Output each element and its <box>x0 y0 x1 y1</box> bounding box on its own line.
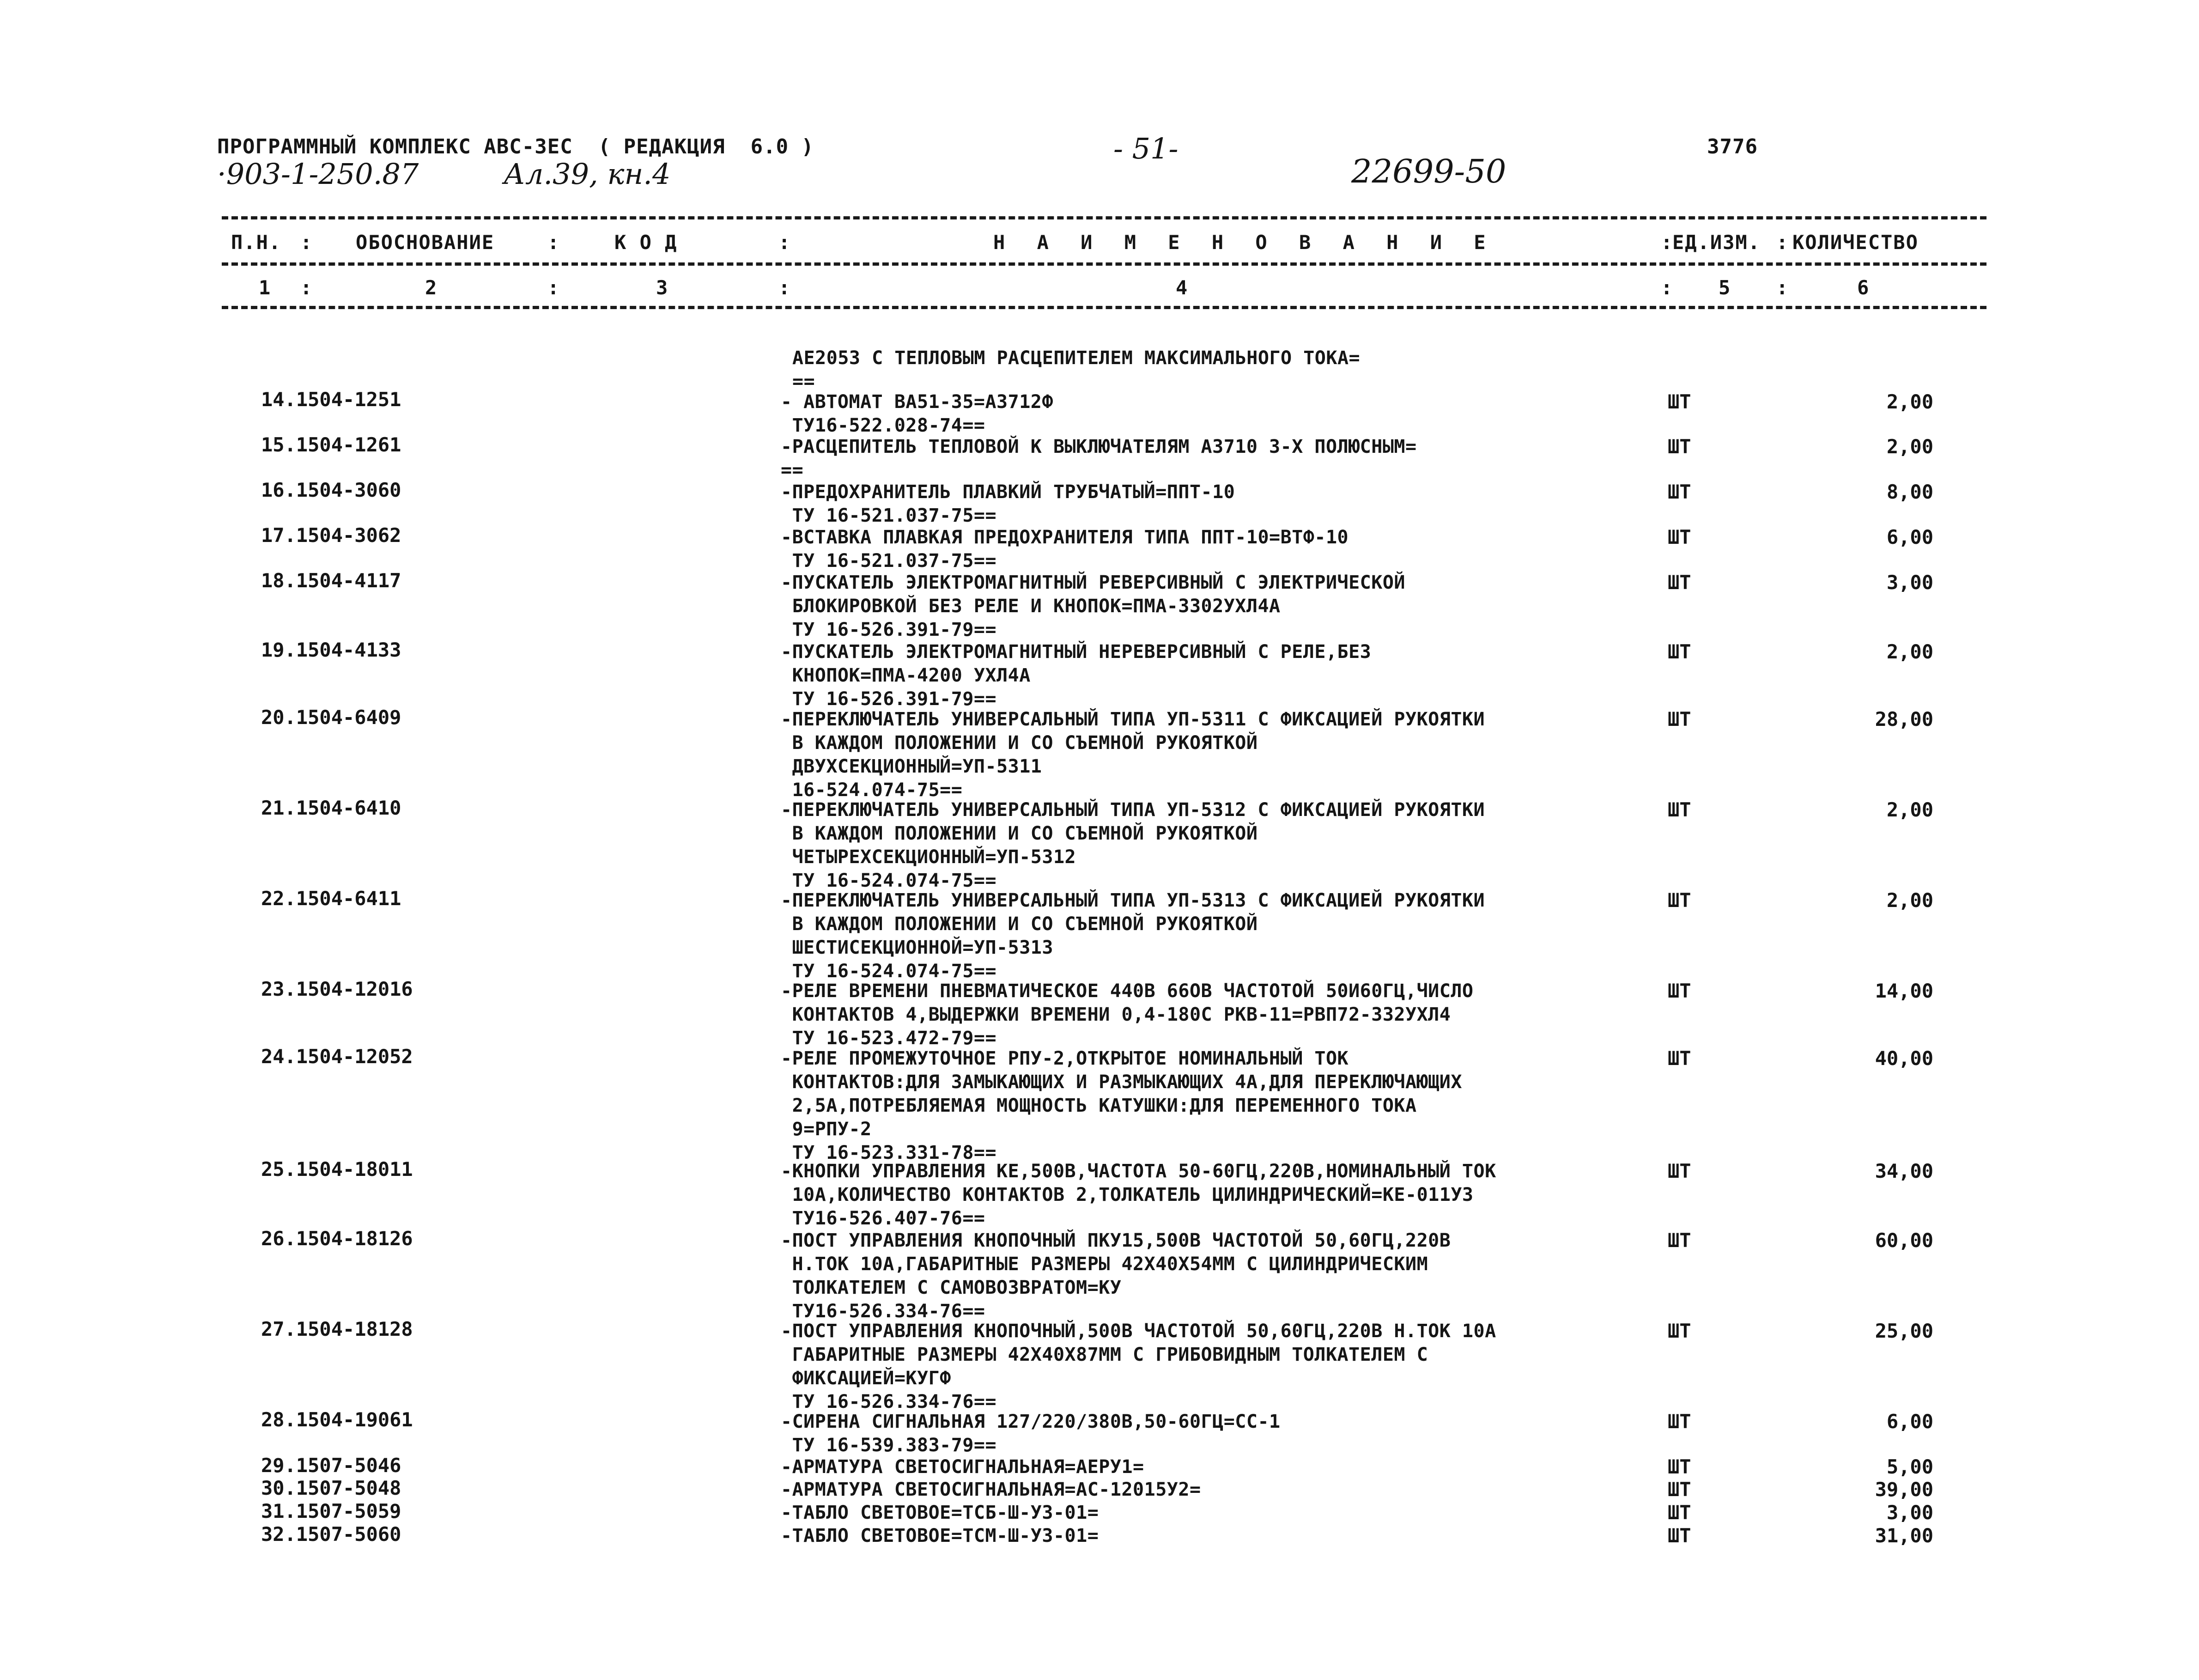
row-unit: ШТ <box>1668 481 1691 503</box>
row-quantity: 2,00 <box>1886 435 1933 458</box>
row-description: -РЕЛЕ ПРОМЕЖУТОЧНОЕ РПУ-2,ОТКРЫТОЕ НОМИНАЛЬНЫЙ ТОК КОНТАКТОВ:ДЛЯ ЗАМЫКАЮЩИХ И РАЗМЫКАЮЩИХ 4А,ДЛЯ ПЕРЕКЛЮЧАЮЩИХ 2,5А,ПОТРЕБЛЯЕМАЯ МОЩНОСТЬ КАТУШКИ:ДЛЯ ПЕРЕМЕННОГО ТОКА 9=РПУ-2 ТУ 16-523.331-78== <box>781 1048 1462 1163</box>
sheet-number: 3776 <box>1707 135 1758 158</box>
row-unit: ШТ <box>1668 1047 1691 1070</box>
row-description: -ПРЕДОХРАНИТЕЛЬ ПЛАВКИЙ ТРУБЧАТЫЙ=ППТ-10 ТУ 16-521.037-75== <box>781 481 1235 526</box>
row-description: -КНОПКИ УПРАВЛЕНИЯ КЕ,500В,ЧАСТОТА 50-60ГЦ,220В,НОМИНАЛЬНЫЙ ТОК 10А,КОЛИЧЕСТВО КОНТАКТОВ 2,ТОЛКАТЕЛЬ ЦИЛИНДРИЧЕСКИЙ=КЕ-011У3 ТУ16-526.407-76== <box>781 1161 1496 1229</box>
row-unit: ШТ <box>1668 1524 1691 1547</box>
row-quantity: 3,00 <box>1886 571 1933 594</box>
row-pn: 14.1504-1251 <box>261 388 401 411</box>
row-unit: ШТ <box>1668 1410 1691 1433</box>
row-pn: 15.1504-1261 <box>261 433 401 456</box>
col-header-code: К О Д <box>614 231 678 254</box>
col-sep: : <box>547 276 560 299</box>
row-quantity: 2,00 <box>1886 640 1933 663</box>
rule-top <box>222 216 1986 219</box>
col-number-6: 6 <box>1857 276 1870 299</box>
row-pn: 30.1507-5048 <box>261 1477 401 1499</box>
row-description: -ПУСКАТЕЛЬ ЭЛЕКТРОМАГНИТНЫЙ НЕРЕВЕРСИВНЫЙ С РЕЛЕ,БЕЗ КНОПОК=ПМА-4200 УХЛ4А ТУ 16-526.391-79== <box>781 641 1372 710</box>
row-pn: 28.1504-19061 <box>261 1408 413 1431</box>
row-quantity: 25,00 <box>1875 1320 1933 1342</box>
row-unit: ШТ <box>1668 1160 1691 1182</box>
row-quantity: 28,00 <box>1875 708 1933 730</box>
row-quantity: 2,00 <box>1886 390 1933 413</box>
row-description: -РЕЛЕ ВРЕМЕНИ ПНЕВМАТИЧЕСКОЕ 440В 66ОВ ЧАСТОТОЙ 50И60ГЦ,ЧИСЛО КОНТАКТОВ 4,ВЫДЕРЖКИ ВРЕМЕНИ 0,4-180С РКВ-11=РВП72-332УХЛ4 ТУ 16-523.472-79== <box>781 980 1474 1049</box>
row-quantity: 6,00 <box>1886 1410 1933 1433</box>
row-unit: ШТ <box>1668 1478 1691 1501</box>
row-pn: 20.1504-6409 <box>261 706 401 729</box>
row-description: -АРМАТУРА СВЕТОСИГНАЛЬНАЯ=АС-12015У2= <box>781 1479 1201 1500</box>
row-unit: ШТ <box>1668 1229 1691 1252</box>
col-number-1: 1 <box>259 276 272 299</box>
col-header-unit: ЕД.ИЗМ. <box>1672 231 1761 254</box>
col-sep: : <box>300 231 313 254</box>
col-header-pn: П.Н. <box>231 231 282 254</box>
row-quantity: 40,00 <box>1875 1047 1933 1070</box>
row-quantity: 60,00 <box>1875 1229 1933 1252</box>
row-description: -ВСТАВКА ПЛАВКАЯ ПРЕДОХРАНИТЕЛЯ ТИПА ППТ-10=ВТФ-10 ТУ 16-521.037-75== <box>781 527 1349 572</box>
row-description: -РАСЦЕПИТЕЛЬ ТЕПЛОВОЙ К ВЫКЛЮЧАТЕЛЯМ А3710 3-Х ПОЛЮСНЫМ= == <box>781 436 1417 481</box>
row-description: -ПЕРЕКЛЮЧАТЕЛЬ УНИВЕРСАЛЬНЫЙ ТИПА УП-5312 С ФИКСАЦИЕЙ РУКОЯТКИ В КАЖДОМ ПОЛОЖЕНИИ И СО СЪЕМНОЙ РУКОЯТКОЙ ЧЕТЫРЕХСЕКЦИОННЫЙ=УП-5312 ТУ 16-524.074-75== <box>781 799 1485 891</box>
col-header-basis: ОБОСНОВАНИЕ <box>356 231 495 254</box>
row-quantity: 34,00 <box>1875 1160 1933 1182</box>
row-unit: ШТ <box>1668 1501 1691 1524</box>
row-unit: ШТ <box>1668 390 1691 413</box>
row-description: -ТАБЛО СВЕТОВОЕ=ТСБ-Ш-У3-01= <box>781 1502 1099 1523</box>
row-quantity: 3,00 <box>1886 1501 1933 1524</box>
col-sep: : <box>1776 276 1789 299</box>
col-sep: : <box>778 276 791 299</box>
row-unit: ШТ <box>1668 1455 1691 1478</box>
row-pn: 24.1504-12052 <box>261 1045 413 1068</box>
row-unit: ШТ <box>1668 889 1691 912</box>
col-sep: : <box>778 231 791 254</box>
album-reference: Ал.39, кн.4 <box>504 157 671 191</box>
row-pn: 16.1504-3060 <box>261 479 401 501</box>
row-description: -ТАБЛО СВЕТОВОЕ=ТСМ-Ш-У3-01= <box>781 1525 1099 1546</box>
row-description: -ПОСТ УПРАВЛЕНИЯ КНОПОЧНЫЙ,500В ЧАСТОТОЙ 50,60ГЦ,220В Н.ТОК 10А ГАБАРИТНЫЕ РАЗМЕРЫ 42Х40Х87ММ С ГРИБОВИДНЫМ ТОЛКАТЕЛЕМ С ФИКСАЦИЕЙ=КУГФ ТУ 16-526.334-76== <box>781 1321 1496 1412</box>
row-unit: ШТ <box>1668 708 1691 730</box>
row-pn: 23.1504-12016 <box>261 978 413 1000</box>
row-quantity: 6,00 <box>1886 526 1933 548</box>
row-unit: ШТ <box>1668 571 1691 594</box>
row-pn: 18.1504-4117 <box>261 569 401 592</box>
row-unit: ШТ <box>1668 640 1691 663</box>
col-number-5: 5 <box>1719 276 1731 299</box>
row-quantity: 39,00 <box>1875 1478 1933 1501</box>
row-description: -СИРЕНА СИГНАЛЬНАЯ 127/220/380В,50-60ГЦ=СС-1 ТУ 16-539.383-79== <box>781 1411 1281 1456</box>
col-sep: : <box>1661 231 1674 254</box>
row-quantity: 8,00 <box>1886 481 1933 503</box>
row-pn: 22.1504-6411 <box>261 887 401 910</box>
col-sep: : <box>300 276 313 299</box>
row-unit: ШТ <box>1668 798 1691 821</box>
row-description: -ПУСКАТЕЛЬ ЭЛЕКТРОМАГНИТНЫЙ РЕВЕРСИВНЫЙ С ЭЛЕКТРИЧЕСКОЙ БЛОКИРОВКОЙ БЕЗ РЕЛЕ И КНОПОК=ПМА-3302УХЛ4А ТУ 16-526.391-79== <box>781 572 1406 640</box>
row-pn: 26.1504-18126 <box>261 1227 413 1250</box>
document-code: ·903-1-250.87 <box>217 157 419 191</box>
col-number-2: 2 <box>425 276 438 299</box>
row-description: -ПЕРЕКЛЮЧАТЕЛЬ УНИВЕРСАЛЬНЫЙ ТИПА УП-5311 С ФИКСАЦИЕЙ РУКОЯТКИ В КАЖДОМ ПОЛОЖЕНИИ И СО СЪЕМНОЙ РУКОЯТКОЙ ДВУХСЕКЦИОННЫЙ=УП-5311 16-524.074-75== <box>781 709 1485 801</box>
row-quantity: 2,00 <box>1886 889 1933 912</box>
handwritten-number: 22699-50 <box>1351 152 1506 190</box>
row-pn: 25.1504-18011 <box>261 1158 413 1181</box>
row-description: -АРМАТУРА СВЕТОСИГНАЛЬНАЯ=АЕРУ1= <box>781 1456 1144 1478</box>
row-unit: ШТ <box>1668 526 1691 548</box>
col-number-4: 4 <box>1176 276 1189 299</box>
col-sep: : <box>547 231 560 254</box>
col-header-qty: КОЛИЧЕСТВО <box>1792 231 1919 254</box>
row-quantity: 2,00 <box>1886 798 1933 821</box>
continuation-text: АЕ2053 С ТЕПЛОВЫМ РАСЦЕПИТЕЛЕМ МАКСИМАЛЬНОГО ТОКА= == <box>792 347 1361 392</box>
page-number: - 51- <box>1113 132 1178 165</box>
row-quantity: 5,00 <box>1886 1455 1933 1478</box>
row-pn: 31.1507-5059 <box>261 1500 401 1522</box>
col-sep: : <box>1776 231 1789 254</box>
row-unit: ШТ <box>1668 980 1691 1002</box>
row-description: -ПЕРЕКЛЮЧАТЕЛЬ УНИВЕРСАЛЬНЫЙ ТИПА УП-5313 С ФИКСАЦИЕЙ РУКОЯТКИ В КАЖДОМ ПОЛОЖЕНИИ И СО СЪЕМНОЙ РУКОЯТКОЙ ШЕСТИСЕКЦИОННОЙ=УП-5313 ТУ 16-524.074-75== <box>781 890 1485 982</box>
row-quantity: 31,00 <box>1875 1524 1933 1547</box>
row-unit: ШТ <box>1668 435 1691 458</box>
row-pn: 32.1507-5060 <box>261 1523 401 1546</box>
col-header-name: Н А И М Е Н О В А Н И Е <box>993 231 1496 254</box>
row-description: -ПОСТ УПРАВЛЕНИЯ КНОПОЧНЫЙ ПКУ15,500В ЧАСТОТОЙ 50,60ГЦ,220В Н.ТОК 10А,ГАБАРИТНЫЕ РАЗМЕРЫ 42Х40Х54ММ С ЦИЛИНДРИЧЕСКИМ ТОЛКАТЕЛЕМ С САМОВОЗВРАТОМ=КУ ТУ16-526.334-76== <box>781 1230 1451 1322</box>
row-description: - АВТОМАТ ВА51-35=А3712Ф ТУ16-522.028-74== <box>781 391 1053 436</box>
col-sep: : <box>1661 276 1674 299</box>
row-unit: ШТ <box>1668 1320 1691 1342</box>
row-pn: 17.1504-3062 <box>261 524 401 547</box>
row-pn: 27.1504-18128 <box>261 1318 413 1340</box>
rule-mid <box>222 262 1986 266</box>
row-pn: 29.1507-5046 <box>261 1454 401 1477</box>
row-pn: 19.1504-4133 <box>261 639 401 661</box>
col-number-3: 3 <box>656 276 669 299</box>
program-title: ПРОГРАММНЫЙ КОМПЛЕКС АВС-3ЕС ( РЕДАКЦИЯ 6.0 ) <box>217 135 814 158</box>
rule-bottom <box>222 306 1986 309</box>
row-pn: 21.1504-6410 <box>261 797 401 819</box>
row-quantity: 14,00 <box>1875 980 1933 1002</box>
